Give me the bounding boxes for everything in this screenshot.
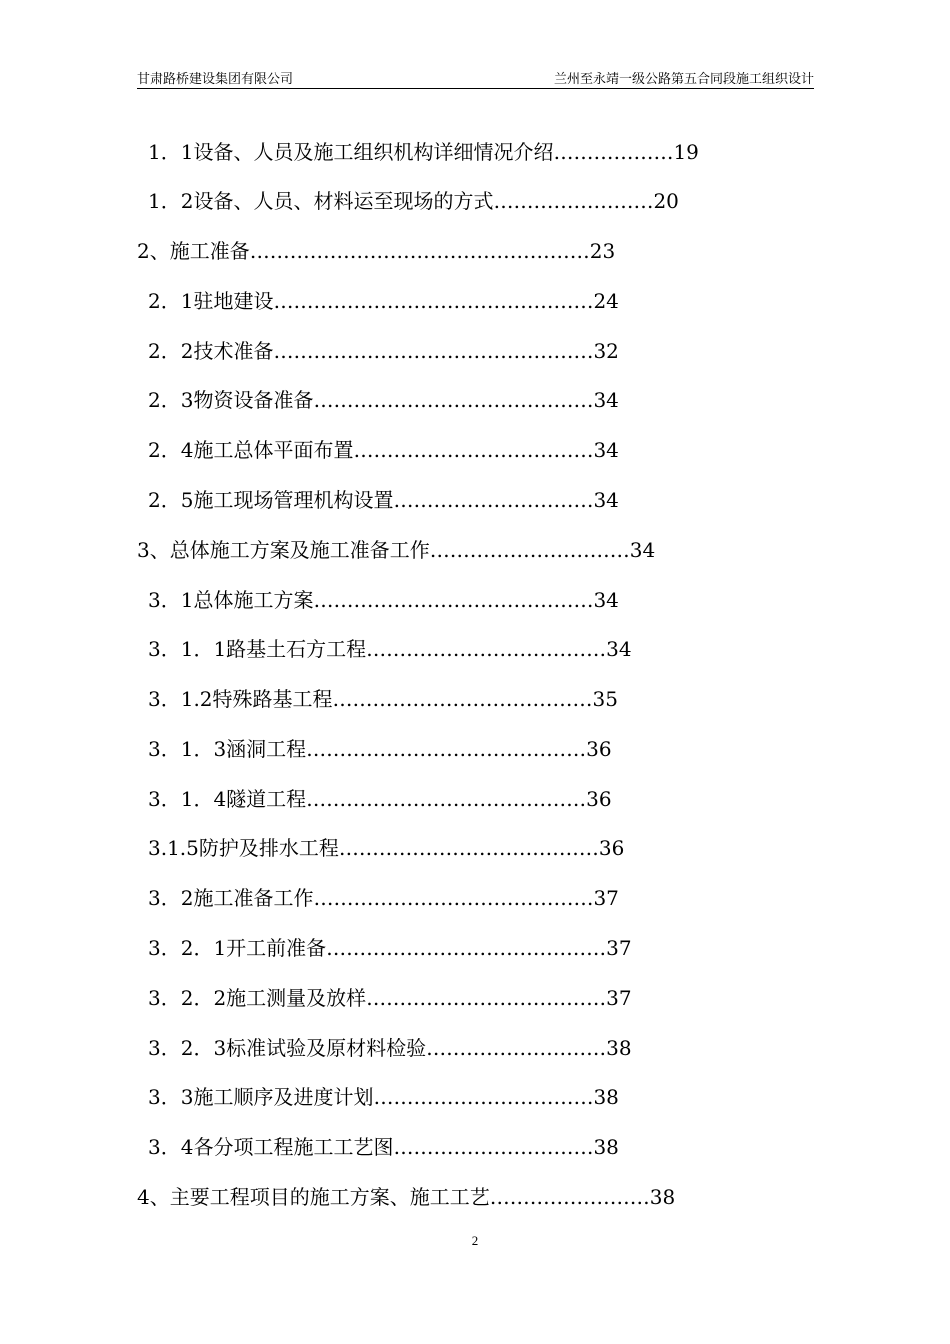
toc-entry: 3.1.5防护及排水工程…………………………………36 xyxy=(148,836,625,860)
toc-entry: 1．2设备、人员、材料运至现场的方式……………………20 xyxy=(148,189,679,213)
toc-entry: 2．5施工现场管理机构设置…………………………34 xyxy=(148,488,619,512)
toc-entry: 3．1．1路基土石方工程………………………………34 xyxy=(148,637,632,661)
toc-entry: 1．1设备、人员及施工组织机构详细情况介绍………………19 xyxy=(148,140,699,164)
toc-entry: 3．2施工准备工作……………………………………37 xyxy=(148,886,619,910)
toc-entry: 2、施工准备……………………………………………23 xyxy=(137,239,616,263)
page-number: 2 xyxy=(471,1233,479,1248)
toc-entry: 3．1.2特殊路基工程…………………………………35 xyxy=(148,687,618,711)
toc-entry: 4、主要工程项目的施工方案、施工工艺……………………38 xyxy=(137,1185,676,1209)
toc-entry: 3．2．3标准试验及原材料检验………………………38 xyxy=(148,1036,632,1060)
toc-entry: 2．4施工总体平面布置………………………………34 xyxy=(148,438,619,462)
toc-entry: 3．1．4隧道工程……………………………………36 xyxy=(148,787,612,811)
toc-entry: 3．2．1开工前准备……………………………………37 xyxy=(148,936,632,960)
toc-entry: 3．1．3涵洞工程……………………………………36 xyxy=(148,737,612,761)
header-company: 甘肃路桥建设集团有限公司 xyxy=(137,72,294,87)
toc-entry: 3．3施工顺序及进度计划……………………………38 xyxy=(148,1085,619,1109)
page-header xyxy=(137,66,814,89)
toc-entry: 3．4各分项工程施工工艺图…………………………38 xyxy=(148,1135,619,1159)
toc-entry: 3．1总体施工方案……………………………………34 xyxy=(148,588,619,612)
header-document-title: 兰州至永靖一级公路第五合同段施工组织设计 xyxy=(553,72,814,87)
toc-entry: 2．3物资设备准备……………………………………34 xyxy=(148,388,619,412)
toc-entry: 3、总体施工方案及施工准备工作…………………………34 xyxy=(137,538,656,562)
toc-entry: 2．1驻地建设…………………………………………24 xyxy=(148,289,619,313)
toc-entry: 3．2．2施工测量及放样………………………………37 xyxy=(148,986,632,1010)
toc-entry: 2．2技术准备…………………………………………32 xyxy=(148,339,619,363)
